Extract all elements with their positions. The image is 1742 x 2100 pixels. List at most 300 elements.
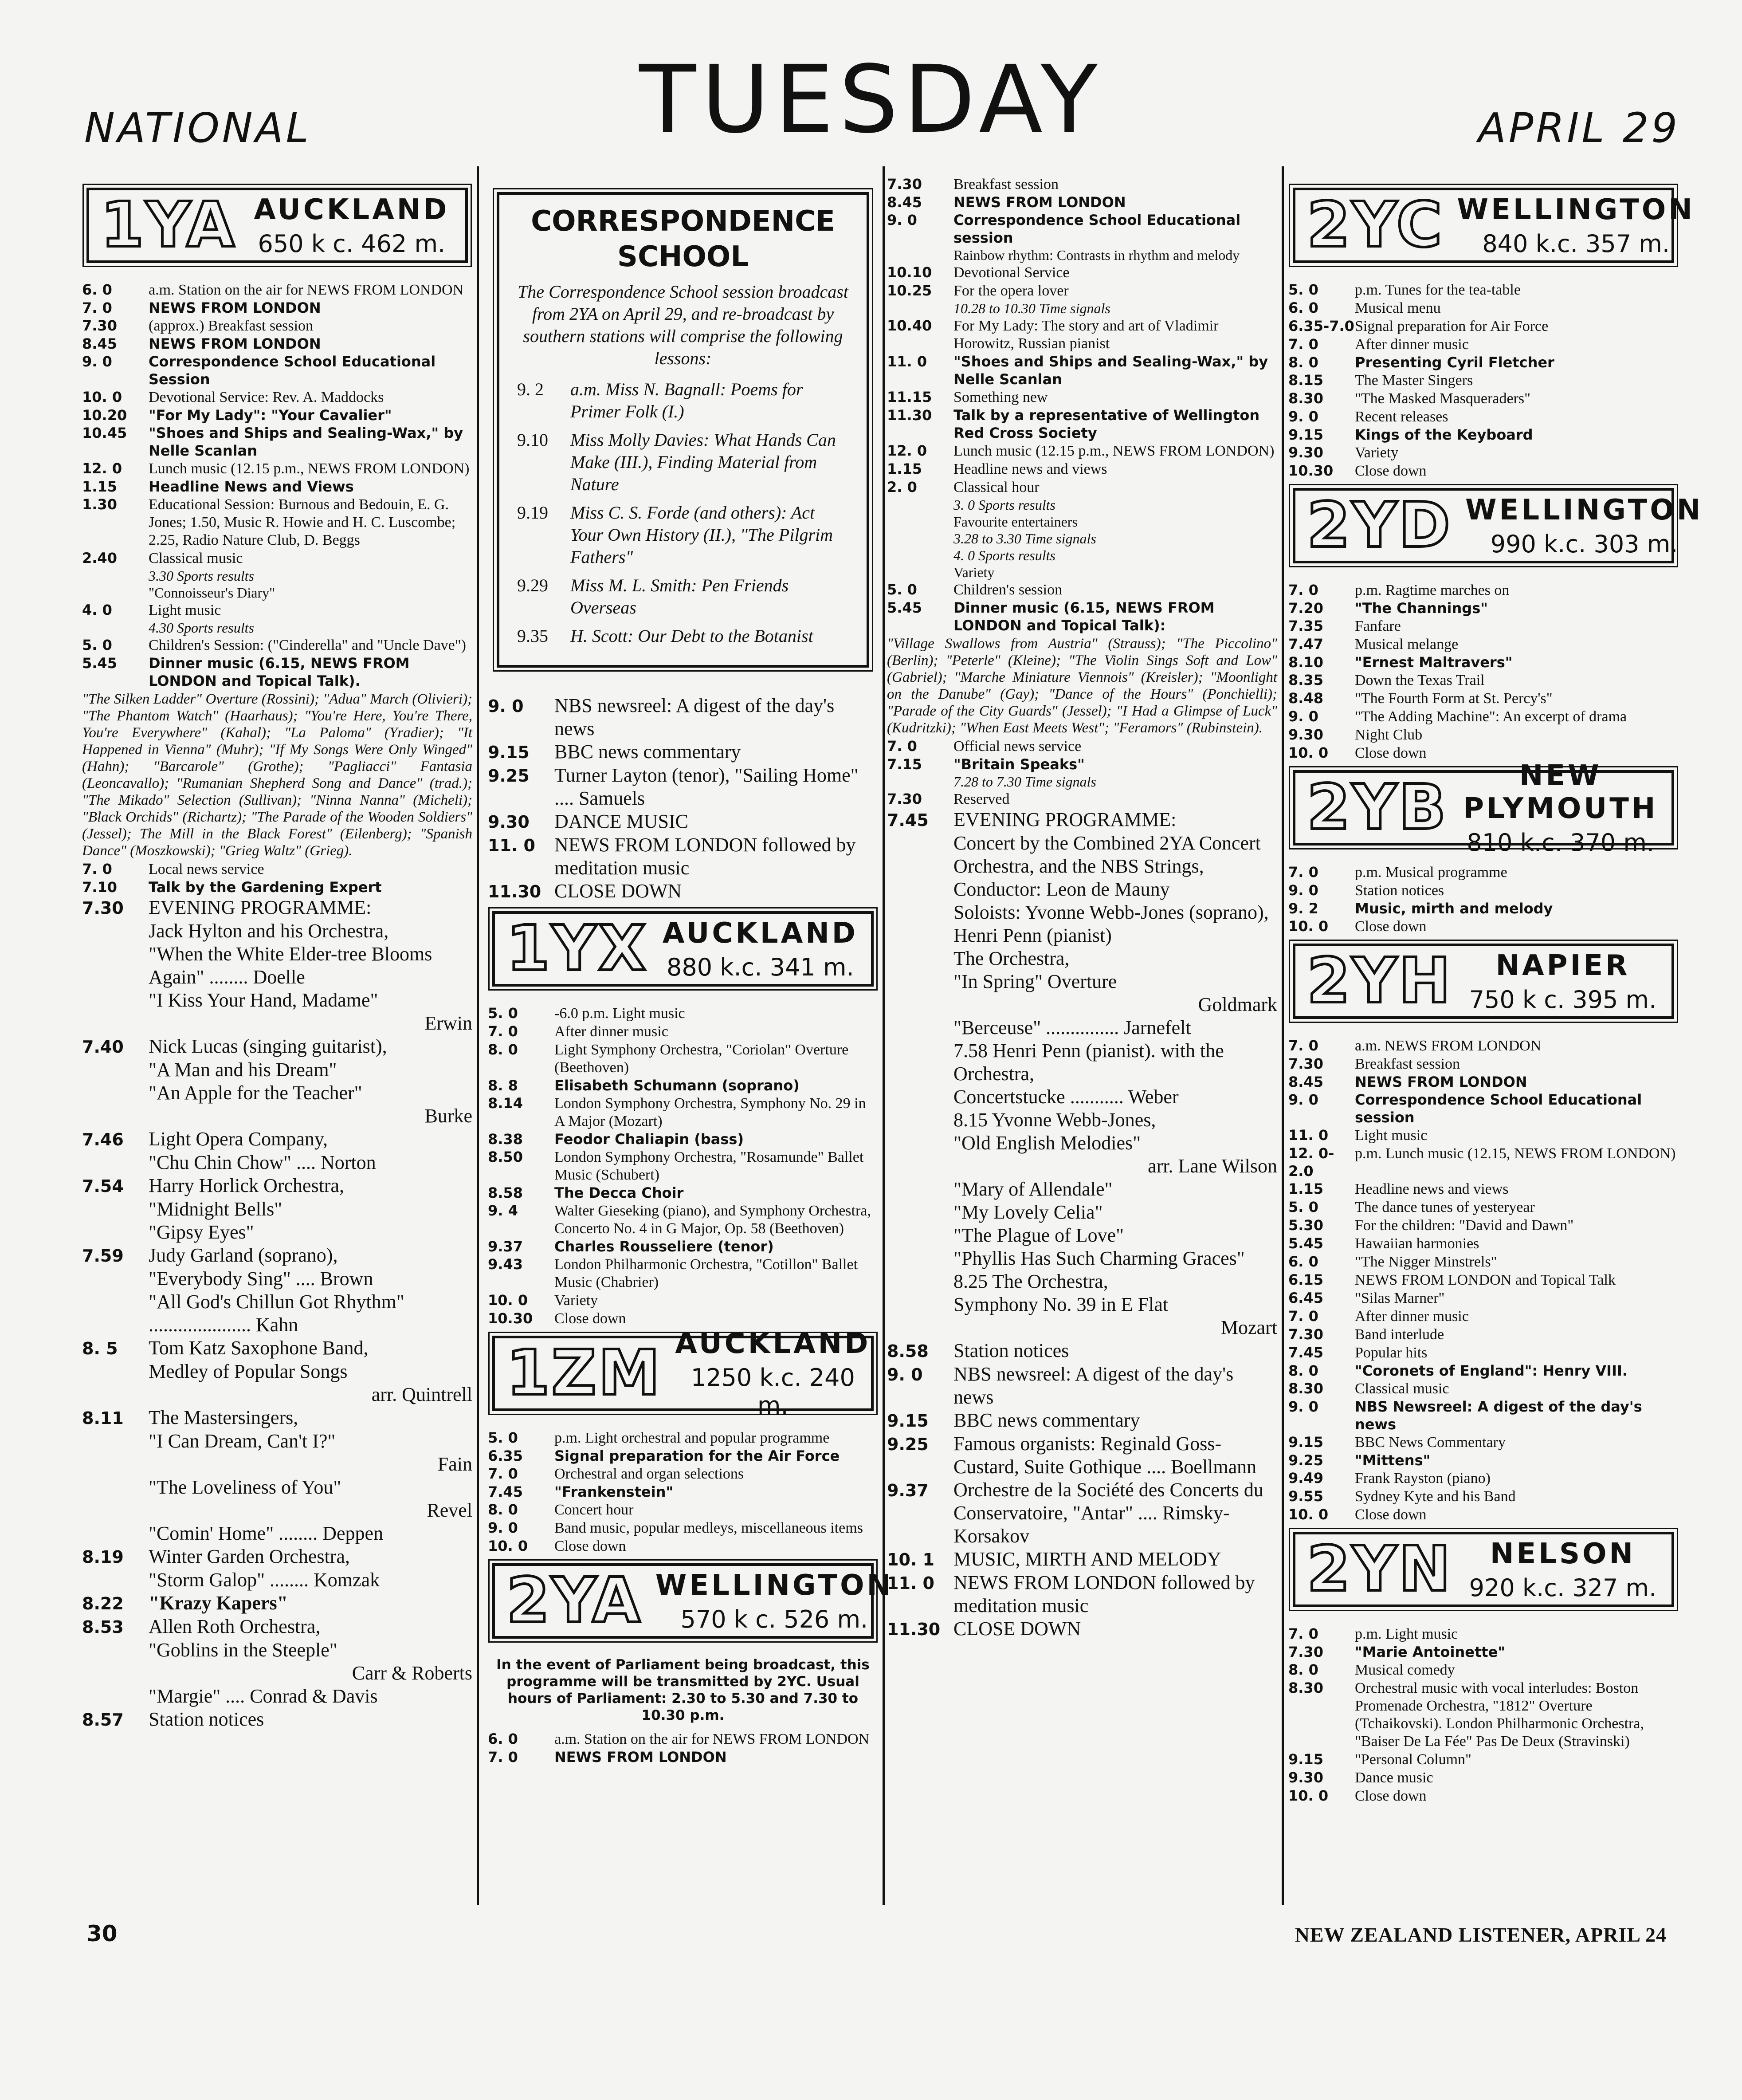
publication-line: NEW ZEALAND LISTENER, APRIL 24 [1295,1923,1667,1946]
programme-title: "Shoes and Ships and Sealing-Wax," by Nelle Scanlan [149,425,463,459]
programme-entry [82,1406,472,1430]
programme-detail: "Mary of Allendale" [953,1178,1113,1200]
programme-time: 7. 0 [1288,336,1318,353]
programme-entry [1288,1398,1679,1433]
programme-title: Judy Garland (soprano), [149,1244,338,1266]
column-1 [82,180,472,1731]
programme-title: London Philharmonic Orchestra, "Cotillon" Ballet Music (Chabrier) [554,1256,858,1290]
programme-detail: "An Apple for the Teacher" [149,1082,362,1104]
programme-entry [1288,1180,1679,1198]
programme-detail: 7.28 to 7.30 Time signals [953,774,1096,790]
programme-entry [1288,1073,1679,1091]
programme-time: 9. 0 [488,696,524,716]
programme-time: 8.45 [887,194,922,211]
programme-title: BBC News Commentary [1355,1434,1506,1451]
programme-title: Classical hour [953,479,1040,496]
programme-entry [1288,408,1679,426]
programme-title: Station notices [149,1708,264,1730]
station-city: WELLINGTON [1457,193,1695,226]
programme-entry [1288,1506,1679,1524]
programme-time: 7. 0 [1288,864,1318,881]
programme-time: 9.49 [1288,1470,1323,1487]
programme-entry [488,764,878,810]
programme-title: Frank Rayston (piano) [1355,1470,1491,1487]
programme-title: For the children: "David and Dawn" [1355,1217,1574,1234]
programme-entry [82,601,472,619]
programme-time: 10.45 [82,425,127,441]
programme-title: "The Adding Machine": An excerpt of drama [1355,708,1627,725]
station-frequency: 880 k.c. 341 m. [667,953,854,981]
programme-detail: The Orchestra, [953,948,1070,969]
programme-title: After dinner music [554,1023,668,1040]
programme-time: 9.30 [488,812,530,832]
programme-title: Children's Session: ("Cinderella" and "Uncle Dave") [149,637,466,653]
programme-title: p.m. Light music [1355,1626,1458,1642]
station-box-2yc [1293,188,1695,263]
programme-title: Musical menu [1355,300,1441,316]
programme-entry [82,406,472,424]
programme-entry [1288,1144,1679,1180]
lesson-item [517,574,849,619]
programme-detail: 10.28 to 10.30 Time signals [953,300,1110,316]
programme-title: Light music [1355,1127,1428,1144]
station-box-2ya [492,1563,894,1639]
programme-entry [1288,1091,1679,1126]
programme-title: Devotional Service [953,264,1070,281]
programme-title: Close down [1355,918,1427,935]
programme-title: Close down [1355,1506,1427,1523]
programme-time: 9.15 [1288,426,1323,443]
programme-entry [1288,1037,1679,1055]
lesson-time: 9.10 [517,430,548,450]
programme-entry [1288,1055,1679,1073]
station-frequency: 920 k.c. 327 m. [1469,1573,1657,1602]
programme-time: 8.30 [1288,390,1323,407]
programme-entry [1288,1661,1679,1679]
programme-detail: "Everybody Sing" .... Brown [149,1268,373,1290]
programme-time: 8.57 [82,1710,124,1730]
programme-time: 9.30 [1288,444,1323,461]
programme-title: CLOSE DOWN [953,1618,1081,1640]
programme-detail: 3. 0 Sports results [953,497,1055,513]
station-call-sign: 2YA [506,1565,642,1637]
programme-title: "Frankenstein" [554,1483,674,1500]
programme-detail: "Chu Chin Chow" .... Norton [149,1152,376,1173]
programme-entry [488,880,878,903]
programme-entry [887,460,1277,478]
programme-entry [1288,708,1679,726]
programme-entry [887,263,1277,282]
programme-entry [1288,581,1679,599]
programme-title: Close down [1355,745,1427,761]
station-call-sign: 1YA [101,189,236,261]
programme-title: NEWS FROM LONDON followed by meditation music [554,834,856,879]
programme-entry [887,808,1277,832]
station-city: NEW PLYMOUTH [1463,759,1658,825]
programme-title: Close down [1355,1788,1427,1804]
date-label: APRIL 29 [1478,104,1680,152]
programme-list [82,860,472,896]
lesson-time: 9.29 [517,575,548,595]
programme-time: 2.40 [82,550,117,566]
programme-entry [82,335,472,353]
programme-entry [887,175,1277,193]
programme-title: p.m. Ragtime marches on [1355,582,1510,598]
station-frequency: 810 k.c. 370 m. [1467,828,1655,857]
programme-entry [1288,1643,1679,1661]
programme-time: 5. 0 [887,581,917,598]
programme-entry [1288,726,1679,744]
programme-entry [488,694,878,740]
programme-time: 7.15 [887,756,922,773]
programme-time: 9.37 [488,1238,523,1255]
programme-title: Close down [554,1538,626,1554]
programme-entry [1288,426,1679,444]
programme-title: London Symphony Orchestra, "Rosamunde" Ballet Music (Schubert) [554,1149,864,1183]
programme-entry [887,1409,1277,1432]
programme-title: Local news service [149,861,264,877]
programme-entry [488,834,878,880]
programme-entry [1288,335,1679,354]
programme-entry [1288,1362,1679,1380]
programme-entry [1288,317,1679,335]
lesson-list [517,378,849,647]
programme-time: 11.30 [887,1620,941,1639]
programme-entry [82,1244,472,1267]
programme-title: Light music [149,602,221,618]
programme-entry [488,1465,878,1483]
programme-entry [82,1337,472,1360]
programme-title: Music, mirth and melody [1355,900,1553,917]
programme-time: 5.30 [1288,1217,1323,1234]
programme-entry [887,1571,1277,1617]
programme-entry [82,299,472,317]
programme-title: Light Opera Company, [149,1128,328,1150]
programme-title: Down the Texas Trail [1355,672,1485,688]
programme-entry [887,1548,1277,1571]
programme-entry [887,1479,1277,1548]
programme-entry [82,1545,472,1569]
programme-entry [82,1128,472,1151]
programme-time: 9.25 [488,766,530,786]
programme-entry [1288,389,1679,408]
programme-list [488,1429,878,1555]
programme-time: 7.45 [1288,1344,1323,1361]
programme-time: 5.45 [1288,1235,1323,1252]
programme-title: Station notices [953,1340,1069,1361]
programme-entry [82,478,472,496]
programme-entry [1288,1198,1679,1216]
programme-title: Hawaiian harmonies [1355,1235,1479,1252]
programme-time: 5. 0 [488,1005,518,1022]
programme-entry [488,1429,878,1447]
programme-title: Lunch music (12.15 p.m., NEWS FROM LONDON) [149,460,470,477]
lesson-title: Miss M. L. Smith: Pen Friends Overseas [570,575,789,617]
programme-time: 8. 0 [488,1501,518,1518]
programme-entry [488,810,878,834]
programme-title: Close down [554,1310,626,1327]
programme-title: Concert hour [554,1502,634,1518]
programme-entry [887,755,1277,773]
programme-title: Tom Katz Saxophone Band, [149,1337,369,1359]
programme-title: "Coronets of England": Henry VIII. [1355,1362,1628,1379]
programme-title: "Britain Speaks" [953,756,1085,773]
programme-entry [488,1501,878,1519]
programme-title: Variety [1355,444,1399,461]
programme-title: Breakfast session [953,176,1059,193]
programme-title: Children's session [953,582,1063,598]
programme-detail: 7.58 Henri Penn (pianist). with the Orchestra, [953,1040,1224,1085]
programme-entry [1288,462,1679,480]
station-city: AUCKLAND [662,916,858,950]
programme-entry [887,388,1277,406]
programme-title: Headline news and views [1355,1181,1509,1197]
programme-title: Correspondence School Educational Session [149,353,436,388]
column-rule [477,166,479,1905]
programme-title: NEWS FROM LONDON [953,194,1126,211]
programme-list [1288,281,1679,480]
programme-detail: "Midnight Bells" [149,1198,282,1220]
programme-time: 7. 0 [488,1023,518,1040]
edition-label: NATIONAL [84,104,311,152]
programme-time: 8.53 [82,1617,124,1637]
programme-detail: 8.15 Yvonne Webb-Jones, [953,1109,1156,1131]
programme-entry [488,1041,878,1077]
programme-time: 7. 0 [82,861,112,877]
programme-time: 9. 0 [887,212,917,228]
programme-title: "The Masked Masqueraders" [1355,390,1530,407]
station-call-sign: 2YB [1307,771,1448,844]
programme-title: Close down [1355,463,1427,479]
programme-title: Popular hits [1355,1345,1428,1361]
programme-title: Fanfare [1355,618,1401,634]
programme-entry [887,737,1277,755]
dinner-music-note: "The Silken Ladder" Overture (Rossini); "Adua" March (Olivieri); "The Phantom Watch" (Haarhaus); "You're Here, You're There, You're Everywhere" (Kahal); "La Paloma" (Yradier); "It Happened in Vienna" (Muhr); "If My Songs Were Only Winged" (Hahn); "Barcarole" (Grothe); "Pagliacci" Fantasia (Leoncavallo); "Rumanian Shepherd Song and Dance" (trad.); "The Mikado" Selection (Sullivan); "Ninna Nanna" (Micheli); "Black Orchids" (Richartz); "The Parade of the Wooden Soldiers" (Jessel); The Mill in the Black Forest" (Eilenberg); "Spanish Dance" (Moszkowski); "Grieg Waltz" (Grieg). [82,691,472,859]
programme-title: Correspondence School Educational session [1355,1091,1642,1126]
page-number: 30 [86,1921,118,1947]
programme-time: 7.10 [82,879,117,896]
programme-time: 11. 0 [887,353,927,370]
programme-time: 12. 0 [82,460,122,477]
lesson-time: 9.19 [517,503,548,523]
station-box-2yb [1293,759,1674,857]
programme-detail: "I Kiss Your Hand, Madame" [149,989,378,1011]
programme-title: (approx.) Breakfast session [149,318,314,334]
programme-entry [1288,1433,1679,1451]
programme-title: a.m. Station on the air for NEWS FROM LONDON [554,1731,870,1747]
programme-time: 8.35 [1288,672,1323,688]
programme-entry [887,353,1277,388]
programme-title: "Personal Column" [1355,1751,1471,1768]
programme-time: 9. 0 [1288,1398,1318,1415]
programme-detail: Revel [427,1499,472,1521]
programme-title: NEWS FROM LONDON [149,335,321,352]
lesson-title: H. Scott: Our Debt to the Botanist [570,626,813,646]
programme-entry [1288,1469,1679,1487]
programme-time: 4. 0 [82,602,112,618]
programme-entry [82,281,472,299]
programme-time: 6.35-7.0 [1288,318,1354,334]
programme-title: a.m. NEWS FROM LONDON [1355,1038,1542,1054]
programme-entry [1288,617,1679,635]
programme-title: Devotional Service: Rev. A. Maddocks [149,389,384,405]
programme-entry [887,790,1277,808]
programme-time: 8. 0 [1288,354,1318,371]
programme-entry [488,1748,878,1766]
programme-time: 11. 0 [488,836,535,855]
programme-time: 8.50 [488,1148,523,1165]
programme-title: Classical music [1355,1380,1449,1397]
evening-programme [82,896,472,1731]
programme-time: 6. 0 [488,1730,518,1747]
programme-detail: "I Can Dream, Can't I?" [149,1430,336,1452]
programme-list [82,281,472,690]
programme-entry [887,1617,1277,1641]
programme-entry [82,388,472,406]
programme-entry [1288,354,1679,371]
programme-time: 9. 0 [1288,1091,1318,1108]
programme-entry [887,406,1277,442]
programme-time: 5.45 [82,655,117,672]
programme-title: Famous organists: Reginald Goss-Custard, Suite Gothique .... Boellmann [953,1433,1257,1478]
programme-time: 7. 0 [1288,1037,1318,1054]
programme-detail: Medley of Popular Songs [149,1361,348,1382]
programme-title: Signal preparation for Air Force [1355,318,1549,334]
programme-title: Recent releases [1355,409,1448,425]
station-box-1yx [492,911,874,987]
programme-detail: "A Man and his Dream" [149,1059,337,1081]
programme-entry [1288,299,1679,317]
programme-detail: 4.30 Sports results [149,620,254,636]
programme-title: The Master Singers [1355,372,1473,389]
programme-time: 5. 0 [82,637,112,653]
programme-time: 7.30 [82,898,124,918]
programme-time: 8. 5 [82,1339,118,1358]
station-box-2yd [1293,488,1703,563]
programme-time: 10.30 [1288,462,1334,479]
programme-time: 7.35 [1288,617,1323,634]
programme-detail: 3.30 Sports results [149,568,254,584]
programme-title: Lunch music (12.15 p.m., NEWS FROM LONDON) [953,443,1275,459]
programme-detail: Concert by the Combined 2YA Concert Orchestra, and the NBS Strings, [953,832,1261,877]
programme-entry [887,478,1277,496]
programme-list [1288,1625,1679,1805]
programme-entry [82,1615,472,1639]
programme-title: p.m. Light orchestral and popular programme [554,1430,830,1446]
programme-title: "The Nigger Minstrels" [1355,1254,1497,1270]
programme-time: 12. 0 [887,442,927,459]
programme-entry [488,1310,878,1328]
evening-programme [887,808,1277,1641]
lesson-item [517,502,849,568]
programme-title: DANCE MUSIC [554,810,688,832]
programme-time: 7. 0 [1288,1625,1318,1642]
programme-time: 7.30 [887,790,922,807]
programme-entry [82,317,472,335]
programme-entry [488,1255,878,1291]
programme-detail: "Gipsy Eyes" [149,1221,254,1243]
programme-entry [488,1004,878,1022]
programme-entry [1288,1769,1679,1787]
programme-title: Musical comedy [1355,1662,1455,1678]
programme-detail: "Storm Galop" ........ Komzak [149,1569,380,1591]
programme-time: 8. 8 [488,1077,518,1094]
programme-title: Dance music [1355,1770,1433,1786]
programme-entry [488,1537,878,1555]
station-city: WELLINGTON [655,1569,894,1602]
programme-entry [488,1483,878,1501]
programme-time: 11. 0 [1288,1127,1329,1144]
programme-title: Something new [953,389,1048,405]
programme-time: 10. 0 [1288,744,1329,761]
programme-entry [82,636,472,654]
programme-title: Harry Horlick Orchestra, [149,1175,345,1196]
programme-entry [887,442,1277,460]
programme-title: Orchestral music with vocal interludes: Boston Promenade Orchestra, "1812" Overture (Tchaikovski). London Philharmonic Orchestra, "Baiser De La Fée" Pas De Deux (Stravinski) [1355,1680,1644,1750]
programme-title: Dinner music (6.15, NEWS FROM LONDON and Topical Talk): [953,599,1215,634]
station-city: NAPIER [1495,949,1630,982]
programme-title: For the opera lover [953,283,1069,299]
programme-time: 7.30 [1288,1326,1323,1343]
lesson-title: a.m. Miss N. Bagnall: Poems for Primer Folk (I.) [570,379,803,421]
programme-time: 9.15 [1288,1434,1323,1451]
programme-detail: arr. Lane Wilson [1148,1155,1277,1177]
programme-detail: Erwin [424,1012,472,1034]
programme-entry [1288,1344,1679,1362]
programme-title: NEWS FROM LONDON followed by meditation music [953,1572,1255,1616]
programme-entry [82,460,472,478]
programme-time: 7.30 [1288,1644,1323,1660]
programme-title: Educational Session: Burnous and Bedouin, E. G. Jones; 1.50, Music R. Howie and H. C. Luscombe; 2.25, Radio Nature Club, D. Beggs [149,496,456,548]
programme-time: 6. 0 [1288,1253,1318,1270]
programme-time: 10. 1 [887,1550,934,1569]
programme-entry [82,896,472,920]
station-call-sign: 1YX [506,912,648,985]
programme-entry [488,1022,878,1041]
programme-title: Kings of the Keyboard [1355,426,1533,443]
programme-entry [82,1592,472,1615]
programme-time: 6.45 [1288,1290,1323,1306]
station-city: NELSON [1490,1537,1636,1570]
programme-title: EVENING PROGRAMME: [149,897,372,918]
programme-title: Turner Layton (tenor), "Sailing Home" .... Samuels [554,764,859,809]
station-call-sign: 2YD [1307,489,1452,562]
programme-time: 5. 0 [1288,1199,1318,1215]
programme-detail: "The Plague of Love" [953,1224,1124,1246]
programme-detail: Variety [953,564,995,580]
station-box-2yh [1293,944,1674,1019]
programme-entry [488,1202,878,1238]
programme-time: 7. 0 [488,1749,518,1766]
programme-title: NBS Newsreel: A digest of the day's news [1355,1398,1642,1433]
programme-title: "The Channings" [1355,600,1488,617]
programme-entry [1288,1235,1679,1253]
corr-intro: The Correspondence School session broadcast from 2YA on April 29, and re-broadcast by southern stations will comprise the following lessons: [518,282,848,368]
programme-entry [1288,1289,1679,1307]
programme-time: 9.30 [1288,1769,1323,1786]
programme-title: Orchestre de la Société des Concerts du Conservatoire, "Antar" .... Rimsky-Korsakov [953,1479,1263,1547]
column-2 [488,180,894,1766]
programme-detail: "Goblins in the Steeple" [149,1639,337,1661]
programme-title: EVENING PROGRAMME: [953,809,1177,830]
programme-list [488,1730,878,1766]
programme-time: 7. 0 [887,738,917,755]
programme-title: London Symphony Orchestra, Symphony No. 29 in A Major (Mozart) [554,1095,866,1129]
programme-list [887,175,1277,634]
programme-title: "Krazy Kapers" [149,1592,288,1614]
programme-entry [1288,1625,1679,1643]
programme-entry [1288,635,1679,653]
